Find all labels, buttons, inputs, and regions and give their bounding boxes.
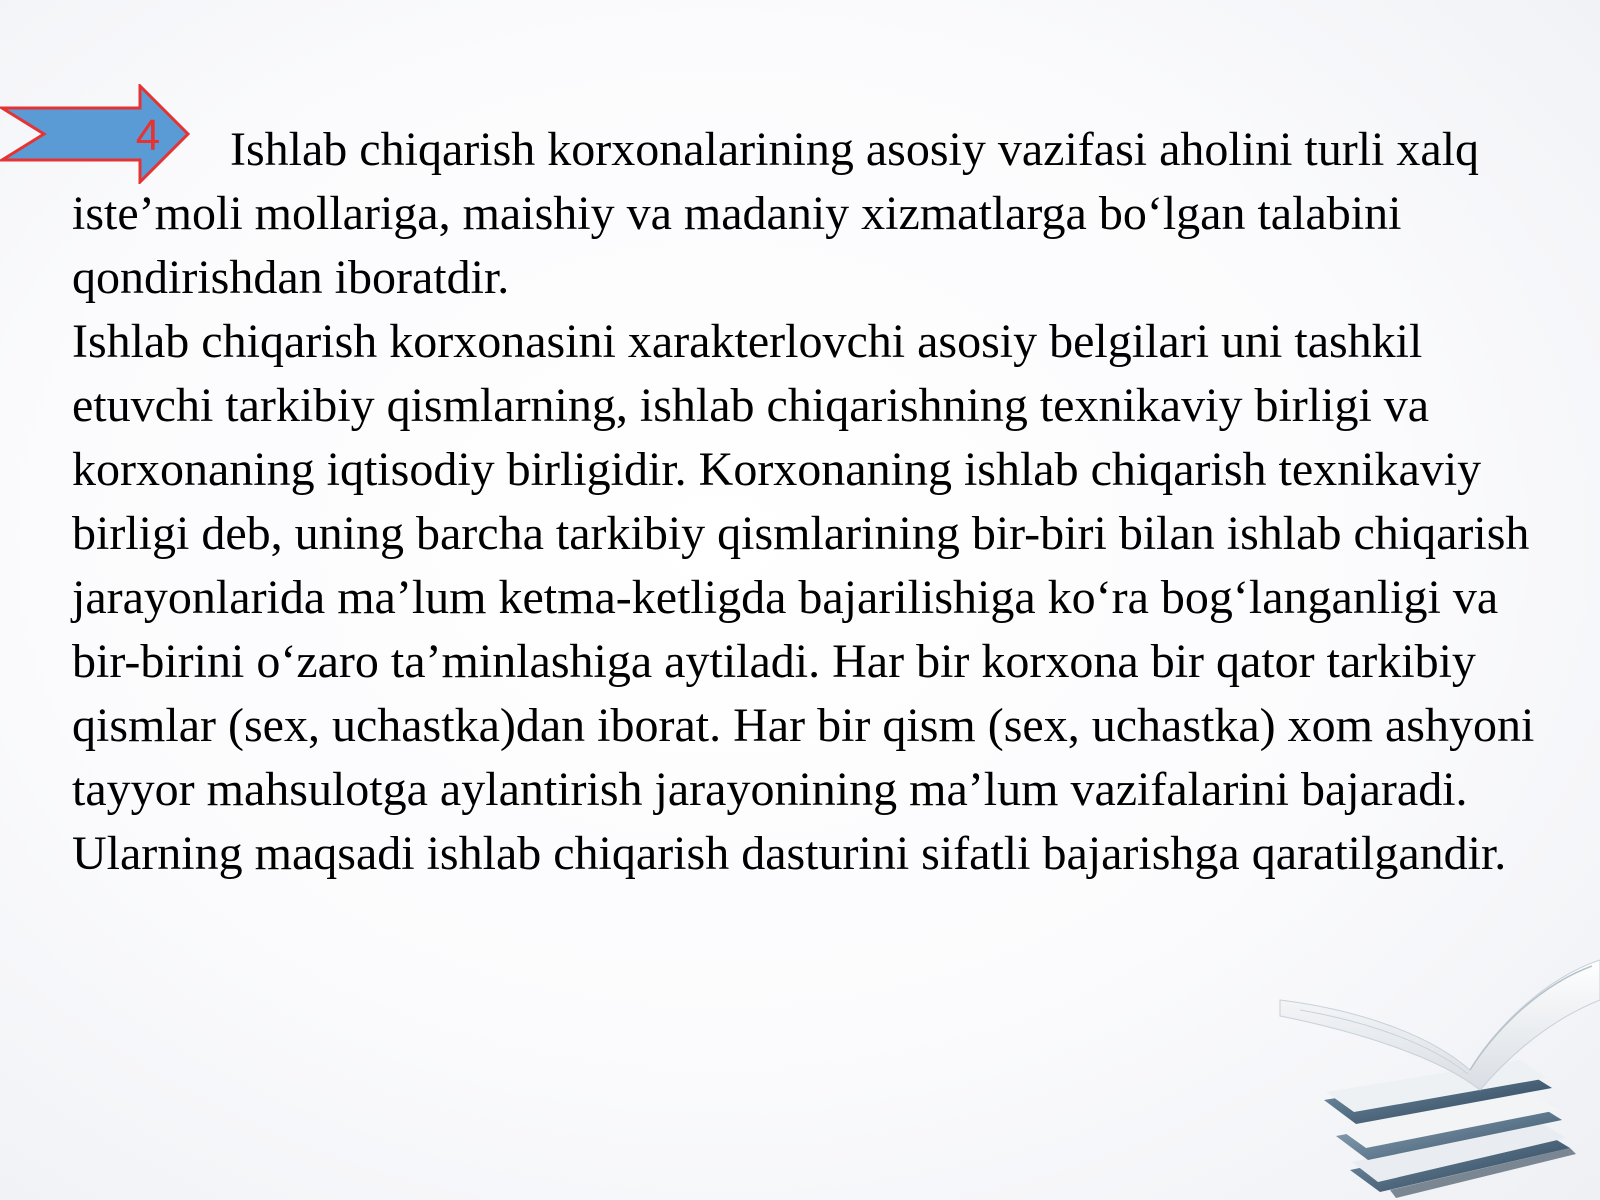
slide-number: 4 [135, 111, 161, 160]
slide-body [72, 118, 1552, 886]
paragraph-1-text: Ishlab chiqarish korxonalarining asosiy vazifasi aholini turli xalq iste’moli mollariga, maishiy va madaniy xizmatlarga bo‘lgan talabini qondirishdan iboratdir. [72, 123, 1480, 304]
books-stack-icon [1240, 940, 1600, 1200]
paragraph-1 [72, 118, 1552, 310]
paragraph-2: Ishlab chiqarish korxonasini xarakterlovchi asosiy belgilari uni tashkil etuvchi tarkibiy qismlarning, ishlab chiqarishning texnikaviy birligi va korxonaning iqtisodiy birligidir. Korxonaning ishlab chiqarish texnikaviy birligi deb, uning barcha tarkibiy qismlarining bir-biri bilan ishlab chiqarish jarayonlarida ma’lum ketma-ketligda bajarilishiga ko‘ra bog‘langanligi va bir-birini o‘zaro ta’minlashiga aytiladi. Har bir korxona bir qator tarkibiy qismlar (sex, uchastka)dan iborat. Har bir qism (sex, uchastka) xom ashyoni tayyor mahsulotga aylantirish jarayonining ma’lum vazifalarini bajaradi. Ularning maqsadi ishlab chiqarish dasturini sifatli bajarishga qaratilgandir. [72, 315, 1535, 880]
